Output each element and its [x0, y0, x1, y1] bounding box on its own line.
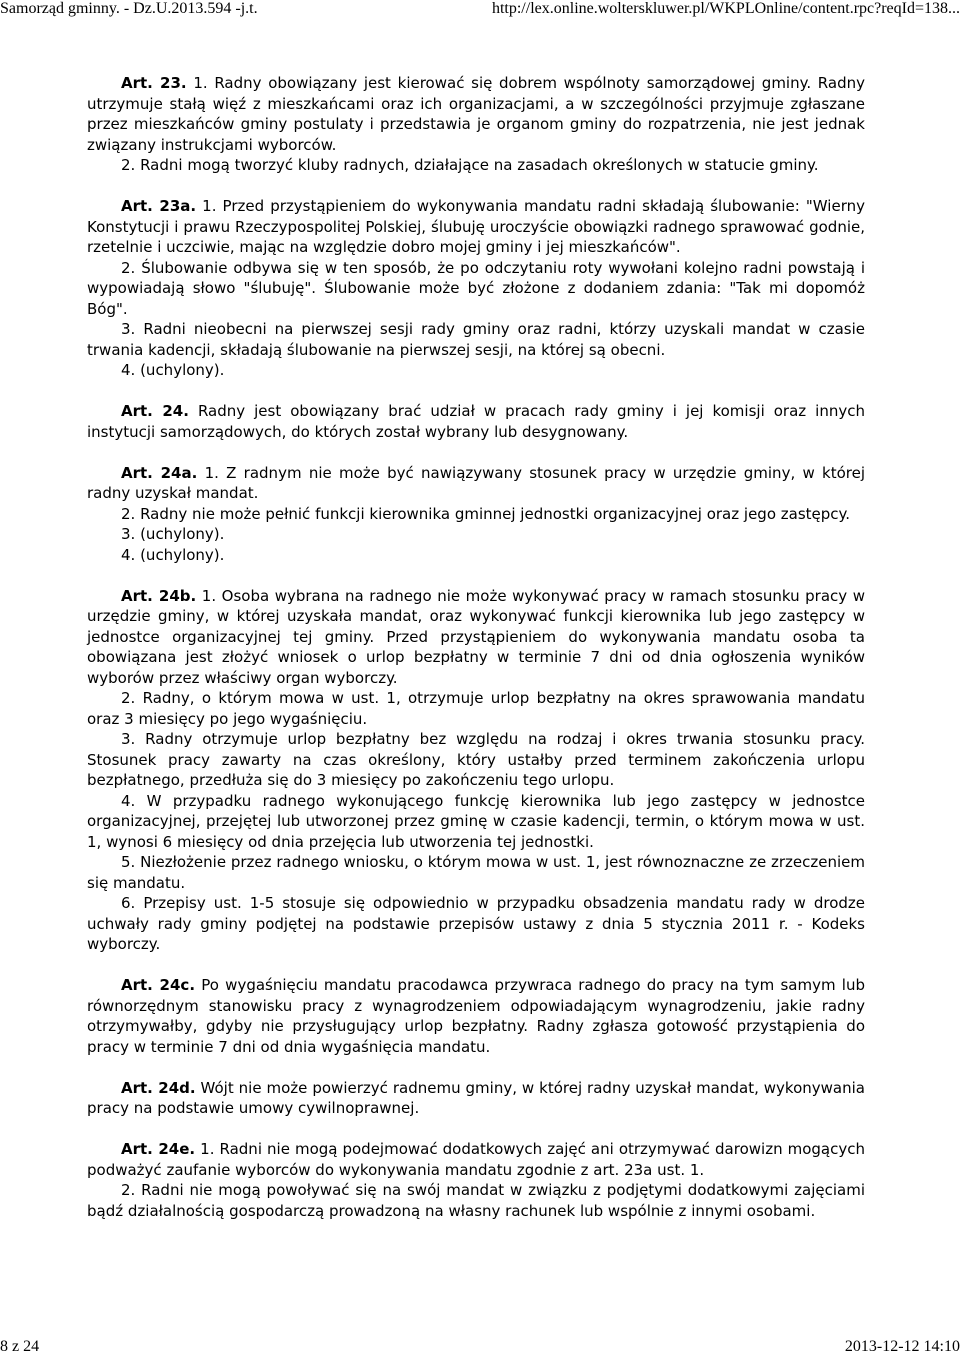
article-24d-label: Art. 24d.	[121, 1078, 196, 1097]
article-24b-paragraph-6: 6. Przepisy ust. 1-5 stosuje się odpowiednio w przypadku obsadzenia mandatu rady w drodze uchwały rady gminy podjętej na podstawie przepisów ustawy z dnia 5 stycznia 2011 r. - Kodeks wyborczy.	[87, 894, 865, 953]
article-23a-paragraph-1: Art. 23a. 1. Przed przystąpieniem do wykonywania mandatu radni składają ślubowanie: "Wierny Konstytucji i prawu Rzeczypospolitej Polskiej, ślubuję uroczyście obowiązki radnego sprawować godnie, rzetelnie i uczciwie, mając na względzie dobro mojej gminy i jej mieszkańców".	[87, 197, 865, 256]
document-body	[87, 73, 865, 1221]
article-24b-paragraph-5: 5. Niezłożenie przez radnego wniosku, o którym mowa w ust. 1, jest równoznaczne ze zrzeczeniem się mandatu.	[87, 853, 865, 892]
article-24a-paragraph-3: 3. (uchylony).	[121, 525, 225, 543]
article-24a-paragraph-1: Art. 24a. 1. Z radnym nie może być nawiązywany stosunek pracy w urzędzie gminy, w której radny uzyskał mandat.	[87, 463, 865, 502]
article-23a-label: Art. 23a.	[121, 197, 197, 215]
article-24c-paragraph-1: Art. 24c. Po wygaśnięciu mandatu pracodawca przywraca radnego do pracy na tym samym lub równorzędnym stanowisku pracy z wynagrodzeniem odpowiadającym wynagrodzeniu, jakie radny otrzymywałby, gdyby nie przysługujący urlop bezpłatny. Radny zgłasza gotowość przystąpienia do pracy w terminie 7 dni od dnia wygaśnięcia mandatu.	[87, 976, 865, 1056]
article-24-paragraph-1: Art. 24. Radny jest obowiązany brać udział w pracach rady gminy i jej komisji oraz innych instytucji samorządowych, do których został wybrany lub desygnowany.	[87, 402, 865, 441]
article-24b-paragraph-4: 4. W przypadku radnego wykonującego funkcję kierownika lub jego zastępcy w jednostce organizacyjnej, przejętej lub utworzonej przez gminę w czasie kadencji, termin, o którym mowa w ust. 1, wynosi 6 miesięcy od dnia przejęcia lub utworzenia tej jednostki.	[87, 791, 865, 851]
print-timestamp: 2013-12-12 14:10	[844, 1338, 960, 1355]
article-24-label: Art. 24.	[121, 402, 189, 420]
article-24a-paragraph-4: 4. (uchylony).	[121, 545, 225, 564]
article-24a-paragraph-2: 2. Radny nie może pełnić funkcji kierownika gminnej jednostki organizacyjnej oraz jego zastępcy.	[121, 504, 851, 523]
article-23a-paragraph-3: 3. Radni nieobecni na pierwszej sesji rady gminy oraz radni, którzy uzyskali mandat w czasie trwania kadencji, składają ślubowanie na pierwszej sesji, na której są obecni.	[87, 320, 865, 359]
page-counter: 8 z 24	[0, 1338, 40, 1355]
document-title: Samorząd gminny. - Dz.U.2013.594 -j.t.	[0, 0, 258, 17]
article-24e-paragraph-2: 2. Radni nie mogą powoływać się na swój mandat w związku z podjętymi dodatkowymi zajęciami bądź działalnością gospodarczą prowadzoną na własny rachunek lub wspólnie z innymi osobami.	[87, 1181, 865, 1220]
article-24a-label: Art. 24a.	[121, 463, 198, 482]
article-24c-label: Art. 24c.	[121, 976, 196, 994]
article-24e-paragraph-1: Art. 24e. 1. Radni nie mogą podejmować dodatkowych zajęć ani otrzymywać darowizn mogących podważyć zaufanie wyborców do wykonywania mandatu zgodnie z art. 23a ust. 1.	[87, 1140, 865, 1179]
article-24b-paragraph-3: 3. Radny otrzymuje urlop bezpłatny bez względu na rodzaj i okres trwania stosunku pracy. Stosunek pracy zawarty na czas określony, który ustałby przed terminem zakończenia urlopu bezpłatnego, przedłuża się do 3 miesięcy po zakończeniu tego urlopu.	[87, 730, 865, 789]
article-24b-paragraph-1: Art. 24b. 1. Osoba wybrana na radnego nie może wykonywać pracy w ramach stosunku pracy w urzędzie gminy, w której uzyskała mandat, oraz wykonywać funkcji kierownika lub jego zastępcy w jednostce organizacyjnej tej gminy. Przed przystąpieniem do wykonywania mandatu osoba ta obowiązana jest złożyć wniosek o urlop bezpłatny w terminie 7 dni od dnia ogłoszenia wyników wyborów przez właściwy organ wyborczy.	[87, 586, 865, 687]
article-23a-paragraph-4: 4. (uchylony).	[121, 361, 225, 379]
article-23-paragraph-2: 2. Radni mogą tworzyć kluby radnych, działające na zasadach określonych w statucie gminy.	[121, 156, 819, 174]
document-url[interactable]: http://lex.online.wolterskluwer.pl/WKPLOnline/content.rpc?reqId=138...	[491, 0, 960, 17]
article-23a-paragraph-2: 2. Ślubowanie odbywa się w ten sposób, że po odczytaniu roty wywołani kolejno radni powstają i wypowiadają słowo "ślubuję". Ślubowanie może być złożone z dodaniem zdania: "Tak mi dopomóż Bóg".	[87, 258, 865, 318]
article-24b-label: Art. 24b.	[121, 586, 197, 605]
article-24d-paragraph-1: Art. 24d. Wójt nie może powierzyć radnemu gminy, w której radny uzyskał mandat, wykonywania pracy na podstawie umowy cywilnoprawnej.	[87, 1078, 865, 1117]
article-23-label: Art. 23.	[121, 74, 187, 92]
article-24b-paragraph-2: 2. Radny, o którym mowa w ust. 1, otrzymuje urlop bezpłatny na okres sprawowania mandatu oraz 3 miesięcy po jego wygaśnięciu.	[87, 689, 865, 728]
article-24e-label: Art. 24e.	[121, 1140, 196, 1158]
article-23-paragraph-1: Art. 23. 1. Radny obowiązany jest kierować się dobrem wspólnoty samorządowej gminy. Radny utrzymuje stałą więź z mieszkańcami oraz ich organizacjami, a w szczególności przyjmuje zgłaszane przez mieszkańców gminy postulaty i przedstawia je organom gminy do rozpatrzenia, nie jest jednak związany instrukcjami wyborców.	[87, 74, 865, 154]
